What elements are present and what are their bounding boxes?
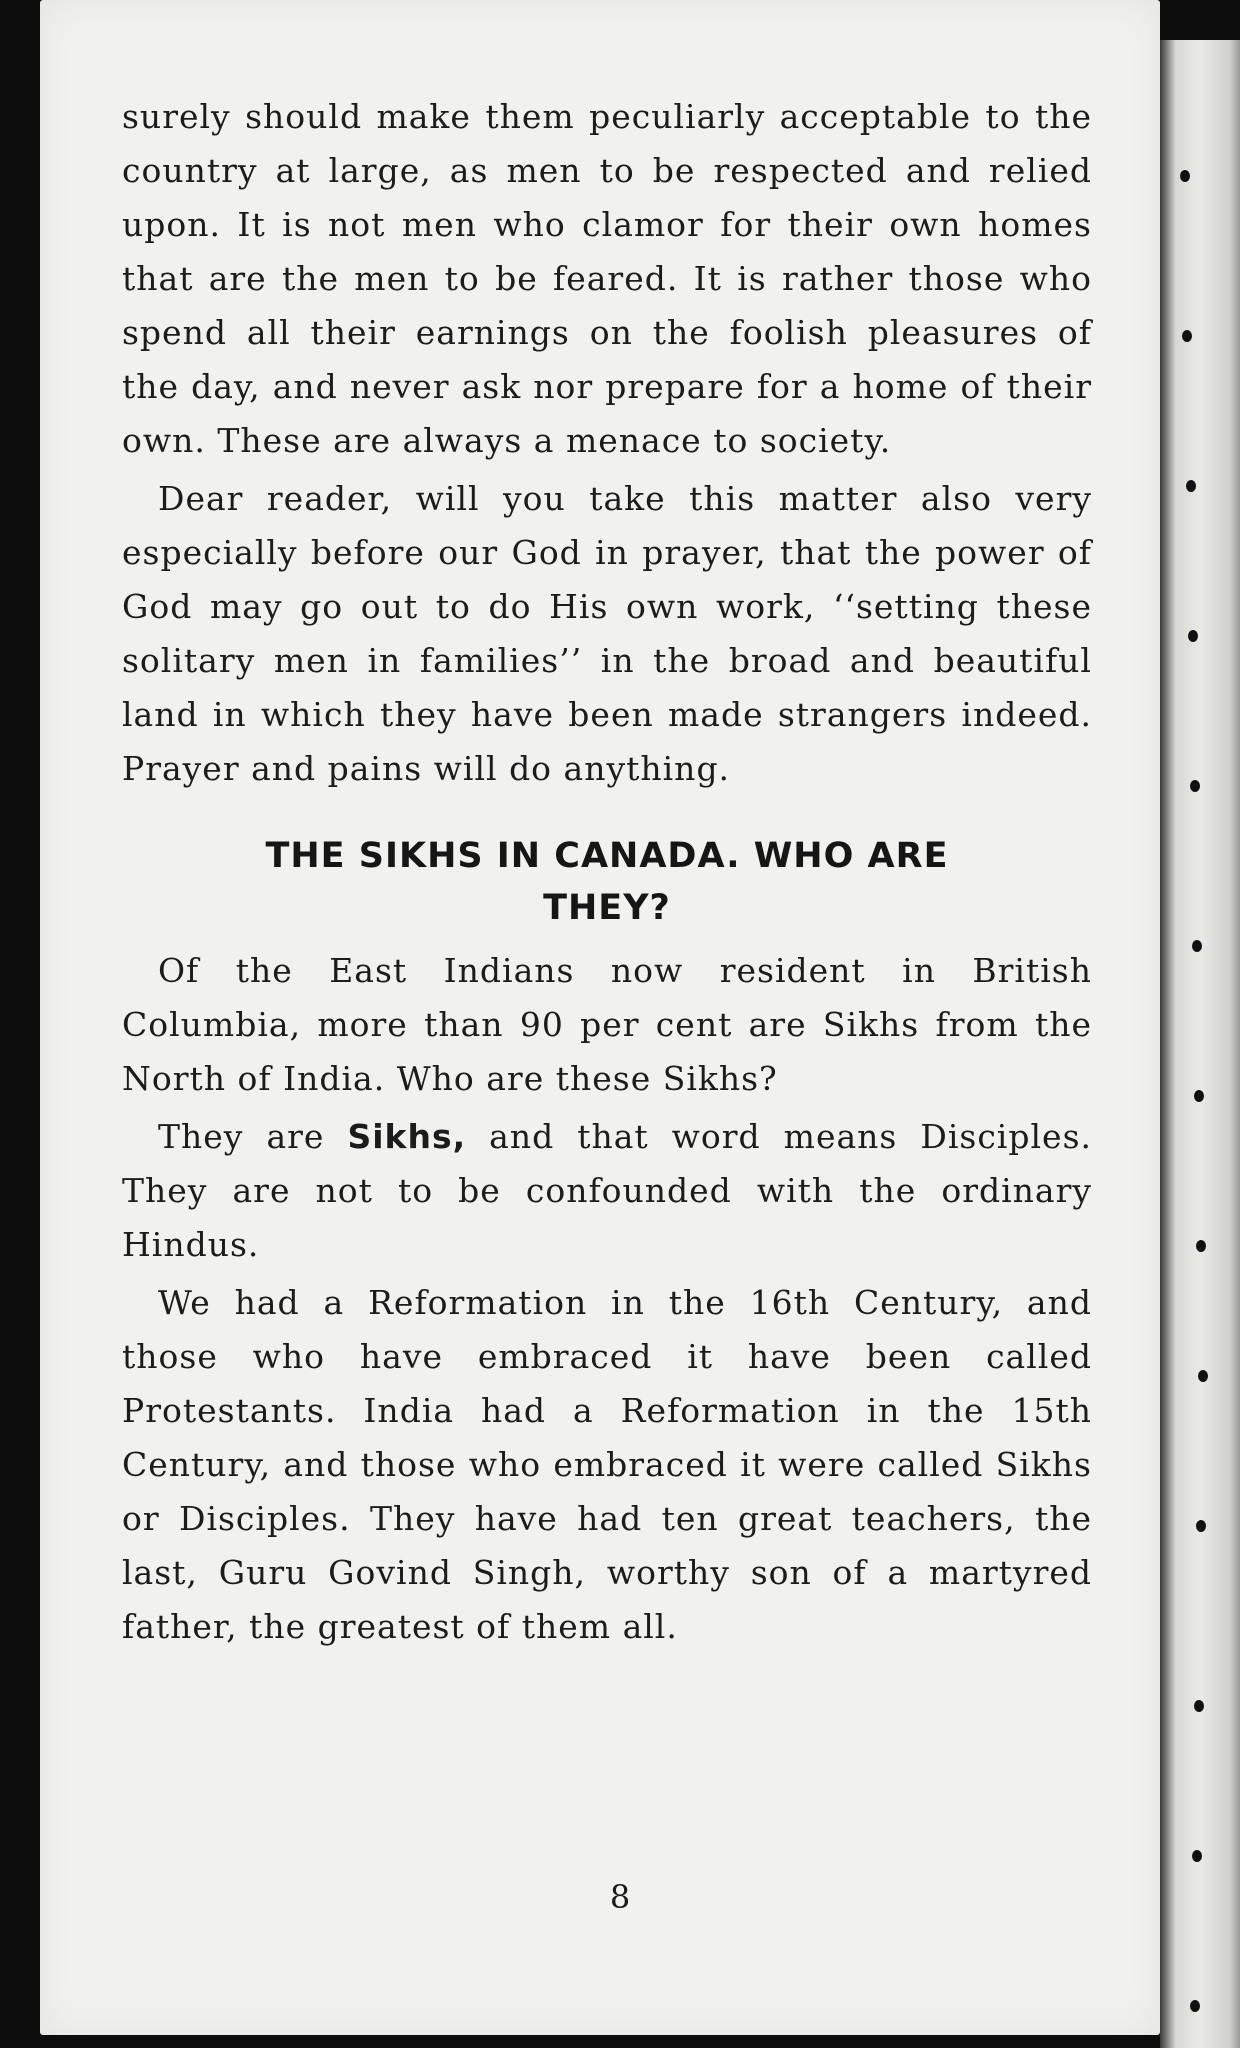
paragraph-2: Dear reader, will you take this matter also very especially before our God in prayer, that the power of God may go out to do His own work, ‘‘setting these solitary men in families’’ in the broad and beautiful land in which they have been made strangers indeed. Prayer and pains will do anything. — [122, 479, 1092, 788]
section-heading-line-2: THEY? — [543, 888, 671, 928]
paragraph-4-start: They are — [158, 1117, 348, 1156]
paragraph-4-end: and that word means Disciples. They are not to be confounded with the ordinary Hindus. — [122, 1117, 1092, 1264]
binding-mark — [1196, 1520, 1206, 1532]
binding-mark — [1192, 940, 1202, 952]
page-body — [122, 90, 1092, 1658]
binding-mark — [1190, 780, 1200, 792]
section-heading-line-1: THE SIKHS IN CANADA. WHO ARE — [265, 836, 949, 876]
binding-mark — [1186, 480, 1196, 492]
paragraph-3: Of the East Indians now resident in British Columbia, more than 90 per cent are Sikhs from the North of India. Who are these Sikhs? — [122, 951, 1092, 1098]
book-spine-edge — [1160, 40, 1240, 2048]
binding-mark — [1198, 1370, 1208, 1382]
binding-mark — [1192, 1850, 1202, 1862]
binding-mark — [1196, 1240, 1206, 1252]
binding-mark — [1194, 1700, 1204, 1712]
paragraph-5: We had a Reformation in the 16th Century, and those who have embraced it have been called Protestants. India had a Reformation in the 15th Century, and those who embraced it were called Sikhs or Disciples. They have had ten great teachers, the last, Guru Govind Singh, worthy son of a martyred father, the greatest of them all. — [122, 1283, 1092, 1646]
page-number: 8 — [609, 1878, 631, 1916]
paragraph-4-bold-term: Sikhs, — [347, 1117, 467, 1156]
section-heading — [122, 830, 1092, 934]
paragraph-4 — [122, 1110, 1092, 1272]
binding-mark — [1182, 330, 1192, 342]
binding-mark — [1194, 1090, 1204, 1102]
binding-mark — [1188, 630, 1198, 642]
binding-mark — [1190, 2000, 1200, 2012]
binding-mark — [1180, 170, 1190, 182]
paragraph-1: surely should make them peculiarly acceptable to the country at large, as men to be respected and relied upon. It is not men who clamor for their own homes that are the men to be feared. It is rather those who spend all their earnings on the foolish pleasures of the day, and never ask nor prepare for a home of their own. These are always a menace to society. — [122, 97, 1092, 460]
